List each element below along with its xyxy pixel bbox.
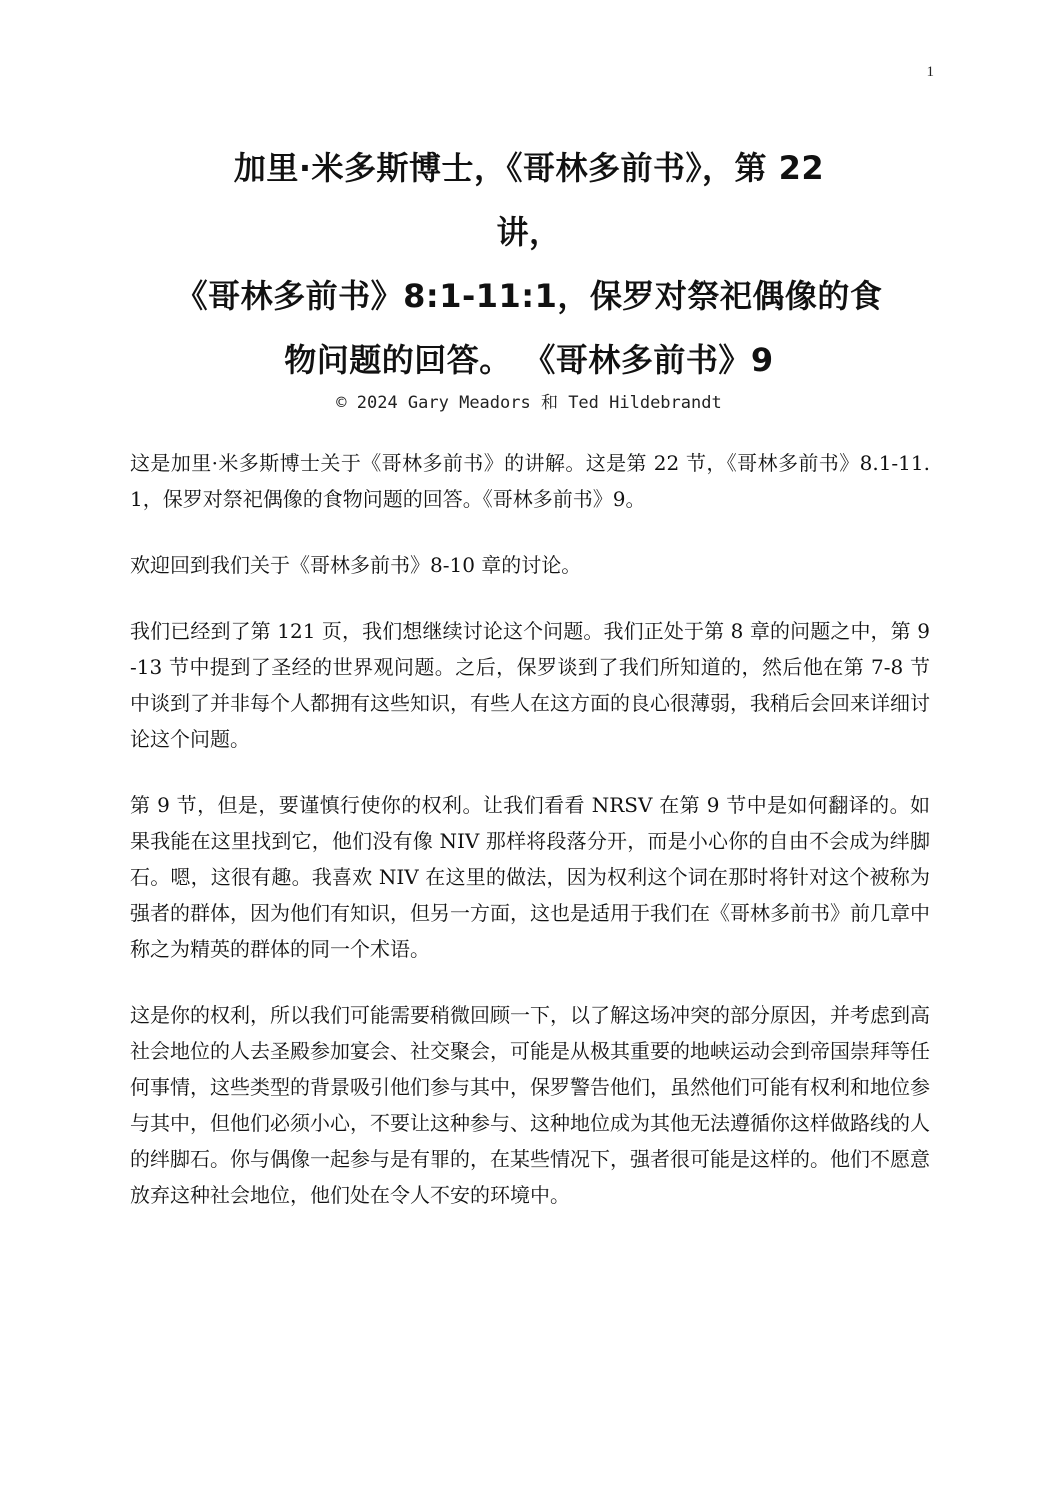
title-line-4: 物问题的回答。 《哥林多前书》9 [284,341,774,379]
title-line-2: 讲， [496,213,562,251]
paragraph-1: 这是加里·米多斯博士关于《哥林多前书》的讲解。这是第 22 节，《哥林多前书》8.1-11.1，保罗对祭祀偶像的食物问题的回答。《哥林多前书》9。 [130,451,930,511]
title-line-1: 加里·米多斯博士，《哥林多前书》，第 22 [233,149,825,187]
paragraph-2: 欢迎回到我们关于《哥林多前书》8-10 章的讨论。 [130,553,582,577]
paragraph-5: 这是你的权利，所以我们可能需要稍微回顾一下，以了解这场冲突的部分原因，并考虑到高社会地位的人去圣殿参加宴会、社交聚会，可能是从极其重要的地峡运动会到帝国崇拜等任何事情，这些类型的背景吸引他们参与其中，保罗警告他们，虽然他们可能有权利和地位参与其中，但他们必须小心，不要让这种参与、这种地位成为其他无法遵循你这样做路线的人的绊脚石。你与偶像一起参与是有罪的，在某些情况下，强者很可能是这样的。他们不愿意放弃这种社会地位，他们处在令人不安的环境中。 [130,1003,930,1207]
paragraph-3: 我们已经到了第 121 页，我们想继续讨论这个问题。我们正处于第 8 章的问题之中，第 9-13 节中提到了圣经的世界观问题。之后，保罗谈到了我们所知道的，然后他在第 7-8 节中谈到了并非每个人都拥有这些知识，有些人在这方面的良心很薄弱，我稍后会回来详细讨论这个问题。 [130,619,930,751]
paragraph-4: 第 9 节，但是，要谨慎行使你的权利。让我们看看 NRSV 在第 9 节中是如何翻译的。如果我能在这里找到它，他们没有像 NIV 那样将段落分开，而是小心你的自由不会成为绊脚石。嗯，这很有趣。我喜欢 NIV 在这里的做法，因为权利这个词在那时将针对这个被称为强者的群体，因为他们有知识，但另一方面，这也是适用于我们在《哥林多前书》前几章中称之为精英的群体的同一个术语。 [130,793,930,961]
title-block [120,136,938,414]
copyright-line: © 2024 Gary Meadors 和 Ted Hildebrandt [336,393,722,413]
page-number: 1 [926,64,934,80]
body-text [130,445,930,1243]
title-line-3: 《哥林多前书》8:1-11:1，保罗对祭祀偶像的食 [175,277,883,315]
